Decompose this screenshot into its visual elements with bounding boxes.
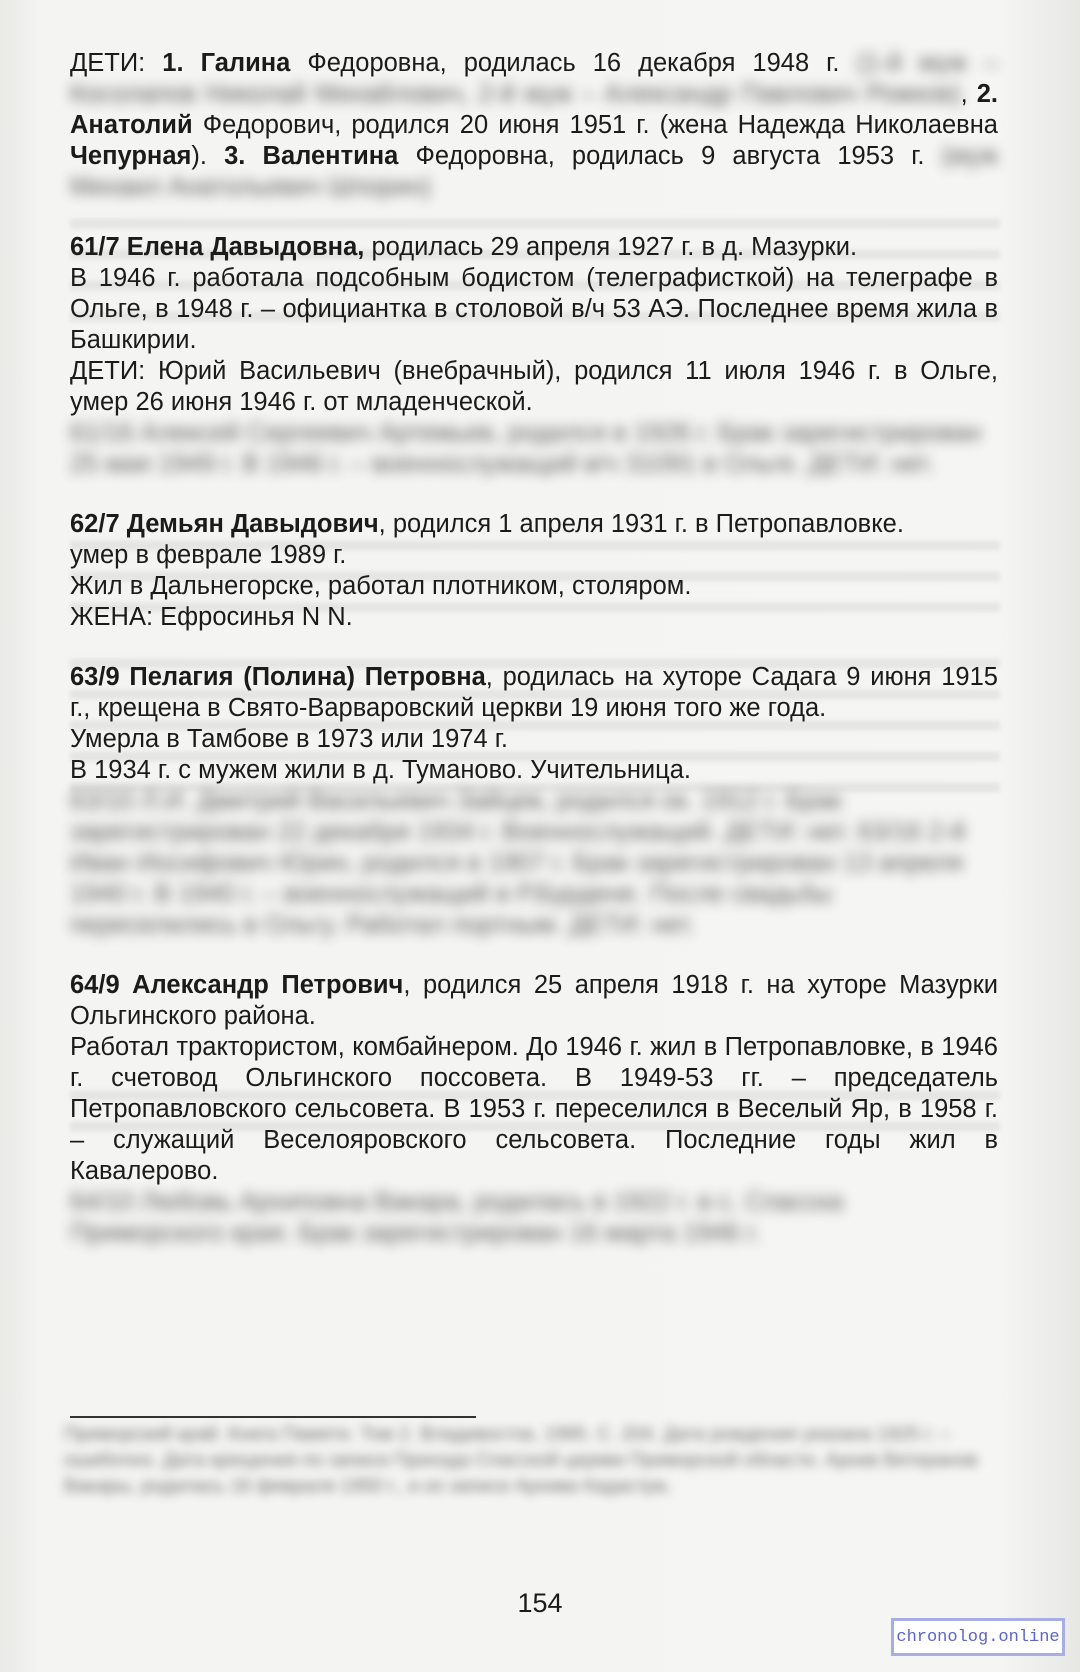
child-2-spouse-surname: Чепурная <box>70 142 192 170</box>
entry-62-7-death: умер в феврале 1989 г. <box>70 541 347 569</box>
child-2-number: 2. <box>976 80 998 108</box>
entry-61-7-bio: В 1946 г. работала подсобным бодистом (телеграфисткой) на телеграфе в Ольге, в 1948 г. – официантка в столовой в/ч 53 АЭ. Последнее время жила в Башкирии. <box>70 264 998 354</box>
entry-64-9-birth: , родился 25 апреля 1918 г. на хуторе Мазурки Ольгинского района. <box>70 971 999 1030</box>
entry-63-9-heading <box>70 662 998 724</box>
page-number: 154 <box>517 1588 563 1618</box>
child-1-number: 1. <box>162 49 184 77</box>
child-3-number: 3. <box>224 142 246 170</box>
entry-62-7-name: 62/7 Демьян Давыдович <box>70 510 379 538</box>
entry-61-7-children: ДЕТИ: Юрий Васильевич (внебрачный), родился 11 июля 1946 г. в Ольге, умер 26 июня 1946 г. от младенческой. <box>70 357 998 416</box>
entry-61-7-name: 61/7 Елена Давыдовна, <box>70 233 365 261</box>
entry-63-9-birth: , родилась на хуторе Садага 9 июня 1915 г., крещена в Свято-Варваровский церкви 19 июня того же года. <box>70 663 998 722</box>
entry-64-9-redacted: 64/10 Любовь Архиповна Вакара, родилась в 1922 г. в с. Спасска Приморского края. Брак зарегистрирован 16 марта 1946 г. <box>70 1188 844 1247</box>
entry-62-7-bio: Жил в Дальнегорске, работал плотником, столяром. <box>70 572 692 600</box>
entry-63-9-redacted: 63/10 Л.И. Дмитрий Васильевич Зайцев, родился ок. 1912 г. Брак зарегистрирован 22 декабря 1934 г. Военнослужащий. ДЕТИ: нет. 63/16 2-й Иван Иосифович Юрин, родился в 1907 г. Брак зарегистрирован 13 апреля 1940 г. В 1940 г. – военнослужащий в Р.Бурдене. После свадьбы переселились в Ольгу. Работал портным. ДЕТИ: нет. <box>70 787 966 939</box>
entry-64-9-bio: Работал трактористом, комбайнером. До 1946 г. жил в Петропавловке, в 1946 г. счетовод Ольгинского поссовета. В 1949-53 гг. – председатель Петропавловского сельсовета. В 1953 г. переселился в Веселый Яр, в 1958 г. – служащий Веселояровского сельсовета. Последние годы жил в Кавалерово. <box>70 1033 998 1185</box>
entry-61-7-redacted: 61/16 Алексей Сергеевич Артемьев, родился в 1926 г. Брак зарегистрирован 25 мая 1949 г. В 1946 г. – военнослужащий в/ч 31091 в Ольге. ДЕТИ: нет. <box>70 419 982 478</box>
child-3-text: Федоровна, родилась 9 августа 1953 г. <box>415 142 925 170</box>
child-2-text: Федорович, родился 20 июня 1951 г. (жена Надежда Николаевна <box>202 111 998 139</box>
entry-63-9-bio: В 1934 г. с мужем жили в д. Туманово. Учительница. <box>70 756 692 784</box>
children-label: ДЕТИ: <box>70 49 146 77</box>
main-text <box>70 48 998 1249</box>
entry-64-9-heading <box>70 970 998 1032</box>
child-3-redacted: (муж Михаил Анатольевич Шпорин) <box>70 142 999 201</box>
site-watermark[interactable]: chronolog.online <box>891 1618 1065 1656</box>
child-1-text: Федоровна, родилась 16 декабря 1948 г. <box>307 49 840 77</box>
child-2-text-end: ). <box>191 142 207 170</box>
child-1-redacted: (1-й муж – Косолапов Николай Михайлович, 2-й муж – Александр Павлович Рожков) <box>70 49 998 108</box>
entry-63-9-name: 63/9 Пелагия (Полина) Петровна <box>70 663 486 691</box>
entry-62-7-spouse: ЖЕНА: Ефросинья N N. <box>70 603 353 631</box>
child-2-name: Анатолий <box>70 111 193 139</box>
entry-62-7-heading <box>70 509 998 540</box>
children-paragraph: ДЕТИ: 1. Галина Федоровна, родилась 16 декабря 1948 г. (1-й муж – Косолапов Николай Михайлович, 2-й муж – Александр Павлович Рожков), 2. Анатолий Федорович, родился 20 июня 1951 г. (жена Надежда Николаевна Чепурная). 3. Валентина Федоровна, родилась 9 августа 1953 г. (муж Михаил Анатольевич Шпорин) <box>70 49 999 201</box>
entry-62-7-birth: , родился 1 апреля 1931 г. в Петропавловке. <box>378 510 904 538</box>
child-1-name: Галина <box>200 49 291 77</box>
footnote: Приморский край. Книга Памяти. Том 2. Владивосток, 1995. С. 204. Дата рождения указана 1925 г. – ошибочно. Дата крещения по записи Прихода Спасской церкви Приморской области. Архив Ветеранов Вакары, родилась 16 февраля 1950 г., и из записи Архива Кадастра. <box>64 1424 978 1497</box>
entry-63-9-death: Умерла в Тамбове в 1973 или 1974 г. <box>70 725 509 753</box>
entry-61-7-heading <box>70 232 998 263</box>
entry-64-9-name: 64/9 Александр Петрович <box>70 971 404 999</box>
footnote-divider <box>70 1416 476 1418</box>
entry-61-7-birth: родилась 29 апреля 1927 г. в д. Мазурки. <box>371 233 858 261</box>
child-3-name: Валентина <box>262 142 399 170</box>
